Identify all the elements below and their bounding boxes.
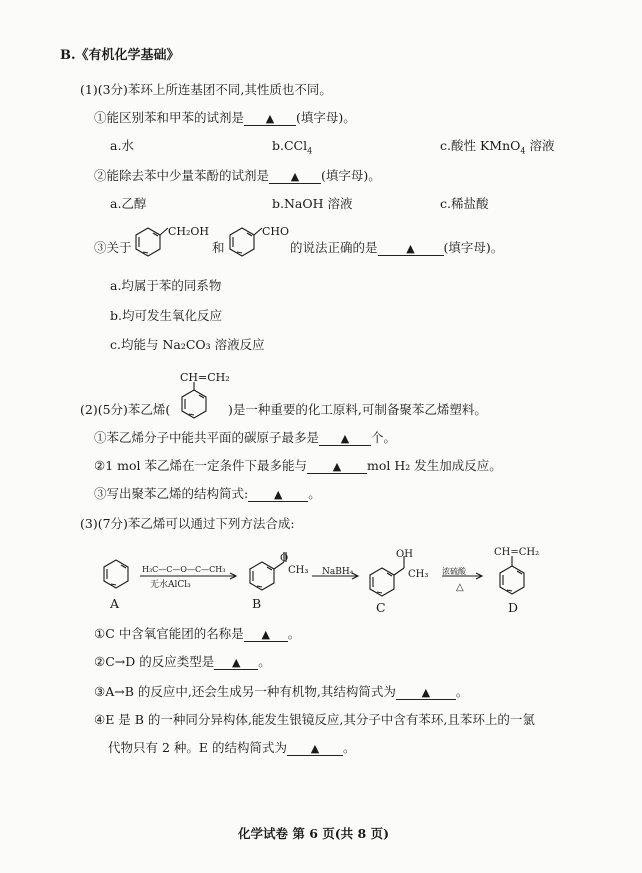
- c-methyl-label: CH₃: [408, 569, 429, 580]
- q3-stem: (3)(7分)苯乙烯可以通过下列方法合成:: [80, 516, 295, 531]
- page-footer: 化学试卷 第 6 页(共 8 页): [238, 826, 389, 841]
- q1-p1-option-c: c.酸性 KMnO$_4$ 溶液: [440, 138, 555, 156]
- answer-blank[interactable]: ▲: [378, 241, 444, 256]
- d-vinyl-label: CH=CH₂: [494, 547, 540, 558]
- answer-blank[interactable]: ▲: [319, 431, 371, 446]
- q2-stem-prefix: (2)(5分)苯乙烯(: [80, 402, 171, 417]
- reagent-sulfuric-acid: 浓硫酸: [442, 567, 466, 576]
- q1-p3-option-a: a.均属于苯的同系物: [110, 278, 222, 293]
- q1-p1-option-b: b.CCl$_4$: [272, 138, 313, 156]
- label-c: C: [376, 600, 386, 615]
- reagent-nabh4: NaBH₄: [322, 567, 354, 577]
- q1-p1-option-a: a.水: [110, 138, 134, 153]
- q1-p3-option-b: b.均可发生氧化反应: [110, 308, 222, 323]
- q3-part4-line2: 代物只有 2 种。E 的结构简式为 ▲ 。: [108, 740, 356, 755]
- q1-part3-prefix: ③关于: [94, 240, 132, 255]
- q1-p2-option-a: a.乙醇: [110, 196, 147, 211]
- q1-p2-option-b: b.NaOH 溶液: [272, 196, 353, 211]
- styrene-vinyl-label: CH=CH₂: [180, 371, 230, 384]
- q1-p2-option-c: c.稀盐酸: [440, 196, 489, 211]
- heat-symbol: △: [456, 582, 464, 593]
- answer-blank[interactable]: ▲: [244, 627, 288, 642]
- q1-part1: ①能区别苯和甲苯的试剂是 ▲ (填字母)。: [94, 110, 356, 125]
- q3-part1: ①C 中含氧官能团的名称是 ▲ 。: [94, 626, 301, 641]
- styrene-structure: [180, 380, 220, 430]
- answer-blank[interactable]: ▲: [307, 459, 367, 474]
- q2-part2: ②1 mol 苯乙烯在一定条件下最多能与 ▲ mol H₂ 发生加成反应。: [94, 458, 502, 473]
- compound-d-ring: [500, 566, 524, 594]
- compound-a-ring: [104, 560, 128, 588]
- q3-part3: ③A→B 的反应中,还会生成另一种有机物,其结构简式为 ▲ 。: [94, 684, 469, 699]
- reagent-catalyst: 无水AlCl₃: [150, 580, 191, 590]
- answer-blank[interactable]: ▲: [396, 685, 456, 700]
- benzyl-alcohol-label: CH₂OH: [168, 225, 210, 238]
- reagent-anhydride: H₃C—C—O—C—CH₃: [142, 565, 226, 574]
- q1-part3-and: 和: [212, 240, 225, 255]
- b-methyl-label: CH₃: [288, 565, 309, 576]
- q1-part2: ②能除去苯中少量苯酚的试剂是 ▲ (填字母)。: [94, 168, 381, 183]
- answer-blank[interactable]: ▲: [287, 741, 343, 756]
- q1-p3-option-c: c.均能与 Na₂CO₃ 溶液反应: [110, 337, 265, 352]
- answer-blank[interactable]: ▲: [269, 169, 321, 184]
- label-b: B: [252, 596, 262, 611]
- compound-c-ring: [370, 568, 394, 596]
- q2-stem-suffix: )是一种重要的化工原料,可制备聚苯乙烯塑料。: [228, 402, 487, 417]
- answer-blank[interactable]: ▲: [214, 655, 258, 670]
- answer-blank[interactable]: ▲: [244, 111, 296, 126]
- q3-part4-line1: ④E 是 B 的一种同分异构体,能发生银镜反应,其分子中含有苯环,且苯环上的一氯: [94, 712, 535, 727]
- q2-part3: ③写出聚苯乙烯的结构简式: ▲ 。: [94, 486, 321, 501]
- q1-stem: (1)(3分)苯环上所连基团不同,其性质也不同。: [80, 82, 332, 97]
- benzaldehyde-label: CHO: [262, 225, 290, 238]
- q2-part1: ①苯乙烯分子中能共平面的碳原子最多是 ▲ 个。: [94, 430, 397, 445]
- answer-blank[interactable]: ▲: [248, 487, 308, 502]
- label-d: D: [508, 600, 519, 615]
- section-title: B.《有机化学基础》: [60, 48, 180, 63]
- q3-part2: ②C→D 的反应类型是 ▲ 。: [94, 654, 271, 669]
- compound-b-ring: [250, 562, 274, 590]
- c-hydroxyl-label: OH: [396, 549, 413, 560]
- b-carbonyl-oxygen: O: [280, 553, 289, 564]
- label-a: A: [110, 596, 120, 611]
- q1-part3-suffix: 的说法正确的是 ▲ (填字母)。: [290, 240, 504, 255]
